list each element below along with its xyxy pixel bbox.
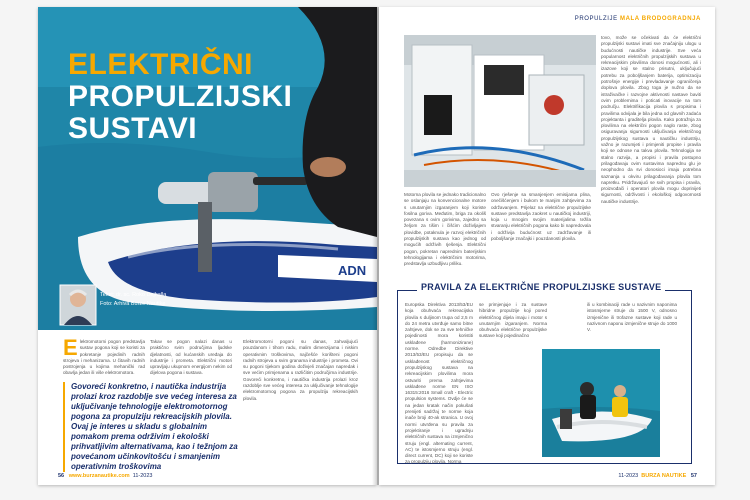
engine-bay-photo xyxy=(404,35,596,187)
svg-text:ADN: ADN xyxy=(338,263,367,278)
dinghy-photo xyxy=(542,349,660,457)
right-column-1: Motorna plovila se jednako tradicionalno se oslanjaju na konvencionalne motore s unutarnjim izgaranjem koji koriste fosilna goriva. Međutim, briga za okoliš povezana s ovim gorivima, zajedno sa željom za tišim i čišćim doživljajem plovidbe, potaknula je razvoj električnih propulzijskih sustava kao jednog od mogućih održivih rješenja. Električni pogon, pokretan naprednim baterijskim tehnologijama i električnim motorima, predstavlja uzbudljivu priliku. xyxy=(404,192,486,267)
left-footer xyxy=(58,473,152,479)
title-line-3: SUSTAVI xyxy=(68,112,198,145)
left-footer-issue: 11-2023 xyxy=(132,473,153,479)
author-credit: Tekst: dr. sc. Roko Dejhalla xyxy=(100,292,167,298)
section-header xyxy=(575,16,701,22)
right-footer xyxy=(618,473,697,479)
right-column-2: Ovo rješenje sa smanjenjem emisijama plina, onečišćenjem i bukom te manjim zahtjevima za održavanjem. Prijelaz na električne propulzijske sustave predstavlja zaokret u nautičkoj industriji, koja u mnogim svojim materijalima težila stvaranju električnih pogona kako bi napredovala i održivija budućnost uz zadržavanje ili poboljšanje značajki i pouzdanosti plovila. xyxy=(491,192,591,242)
title-line-2: PROPULZIJSKI xyxy=(68,80,293,113)
right-column-3: tovo, može se očekivati da će električni propulzijski sustavi imati sve značajniju ulogu u budućnosti nautičke industrije. Sve veća popularnost električnih propulzijskih sustava u rekreacijskim plovilima donosi mogućnosti, ali i izazove koji se stalno prisutni, uključujući potrebu za poboljšanjem baterija, optimizaciju potrošnje energije i prevladavanje ograničenja doplova plovila. Zbog toga je nužno da se istraživačke i razvojne aktivnosti nastave baviti ovim problemima i poticati inovacije na tom području. Elektrifikacija plovila s propisima i pravilima odvijala je bila jedna od glavnih zadaća projektanta i graditelja plovila. Kako potražnja za plovilima na električni pogon naglo raste, zbog osiguravanja sigurnosti uključivanja električnog propulzijskog sustava u nautičku industriju, važno je razumjeti i primjeniti propise i pravila koji se odnose na takva plovila. Tehnologija se stalno razvija, a propisi i pravila postupno prilagođavaju ovim sustavima naprednu glu je neophodno da svi donosioci imaju potrebna saznanja u okviru prilagođavanja plovila tom napretku. Pridržavajući se svih propisa i pravila, proizvođači i operatori plovila mogu doprinijeti sigurnosti, održivosti i ekološkoj odgovornosti nautičke industrije. xyxy=(601,35,701,204)
title-line-1: ELEKTRIČNI xyxy=(68,48,253,81)
box-column-1: Europska Direktiva 2013/53/EU koja obuhvaća rekreacijska plovila s duljinom trupa od 2,5 m do 24 metra utvrđuje samo bitne zahtjeve, dok se za sve tehničke pojedinosti mora koristiti usklađene (harmonizirane) norme. Odredbe Direktive 2013/53/EU propisuju da se usklađenost električnog propulzijskog sustava na rekreacijskim plovilima mora ostvariti prema zahtjevima usklađene norme EN ISO 16315:2016 Small craft - Electric propulsion systems. Ovdje će se na jedan kratak način pokušati prenijeti sadržaj te norme koja inače broji 40-ak stranica. U ovoj normi utvrđena su pravila za projektiranje i ugradnju električnih sustava na izmjenično struju (engl. alternating current, AC) te istosmjerno struju (engl. direct current, DC) koji se koriste za propulziju plovila. Norma xyxy=(405,302,473,465)
left-column-1-text: lektromotorni pogon predstavlja sustav pogona koji se koristi za pokretanje pojedinih radnih strojeva i mehanizama. U čitavih radnih postrojenja u kojima mehanički rad obavlja jedan ili više elektromotora. xyxy=(63,339,145,376)
left-page xyxy=(38,7,377,485)
left-column-3: Elektromotorni pogoni su danas, zahvaljujući pouzdanom i tihom radu, malim dimenzijama i niskim operativnim troškovima, najčešće korišteni pogoni radnih strojeva u svim granama industrije i prometa. Ovi su pogoni tijekom godina doživjeli značajan napredak i sve većim primjenama u različitim područjima industrije. Govoreći konkretno, i nautička industrija prolazi kroz razdoblje sve većeg interesa za uključivanje tehnologije elektromotornog pogona za propulziju rekreacijskih plovila. xyxy=(243,339,358,401)
hero-photo xyxy=(38,7,377,330)
left-page-number: 56 xyxy=(58,473,65,479)
box-column-2: se primjenjuje i za sustave hibridne propulzije koji pored električnog dijela imaju i motor s unutarnjim izgaranjem. Norma obuhvaća električne propulzijske sustave koji pojedinačno xyxy=(479,302,547,339)
left-column-1 xyxy=(63,335,145,377)
left-column-2: Takav se pogon nalazi danas u praktično svim područjima ljudske djelatnosti, od kućanskih uređaja do industrije i prometa. Električni motori upravljaju ukupnom energijom nekim od dijelova pogona i sustava. xyxy=(150,339,232,376)
credits xyxy=(100,291,166,309)
right-footer-brand: BURZA NAUTIKE xyxy=(641,473,687,479)
right-page-number: 57 xyxy=(690,473,697,479)
right-footer-issue: 11-2023 xyxy=(618,473,639,479)
lead-paragraph: Govoreći konkretno, i nautička industrija prolazi kroz razdoblje sve većeg interesa za uključivanje tehnologije elektromotornog pogona za propulziju rekreacijskih plovila. Ovaj je interes u skladu s globalnim pomakom prema održivim i ekološki prihvatljivim alternativama, kao i težnjom za povećanom učinkovitošću i smanjenim operativnim troškovima xyxy=(63,382,246,472)
photo-credit: Foto: Arhiva Burze Nautike xyxy=(100,301,166,307)
subsection-label: MALA BRODOGRADNJA xyxy=(620,16,701,22)
section-label: PROPULZIJE xyxy=(574,16,618,22)
dropcap: E xyxy=(63,335,78,360)
rules-box-title: PRAVILA ZA ELEKTRIČNE PROPULZIJSKE SUSTAVE xyxy=(417,282,665,292)
box-column-3: ili u kombinaciji rade u nazivnim naponima istosmjerne struje do 1500 V, odnosno izmjenične ili trofazne sustave koji rade u nazivnom naponu izmjenične struje do 1000 V. xyxy=(587,302,677,333)
right-page xyxy=(379,7,715,485)
dinghy-illustration xyxy=(542,349,660,457)
engine-bay-illustration xyxy=(404,35,596,187)
article-title xyxy=(68,49,292,145)
left-footer-url: www.burzanautike.com xyxy=(68,473,130,479)
